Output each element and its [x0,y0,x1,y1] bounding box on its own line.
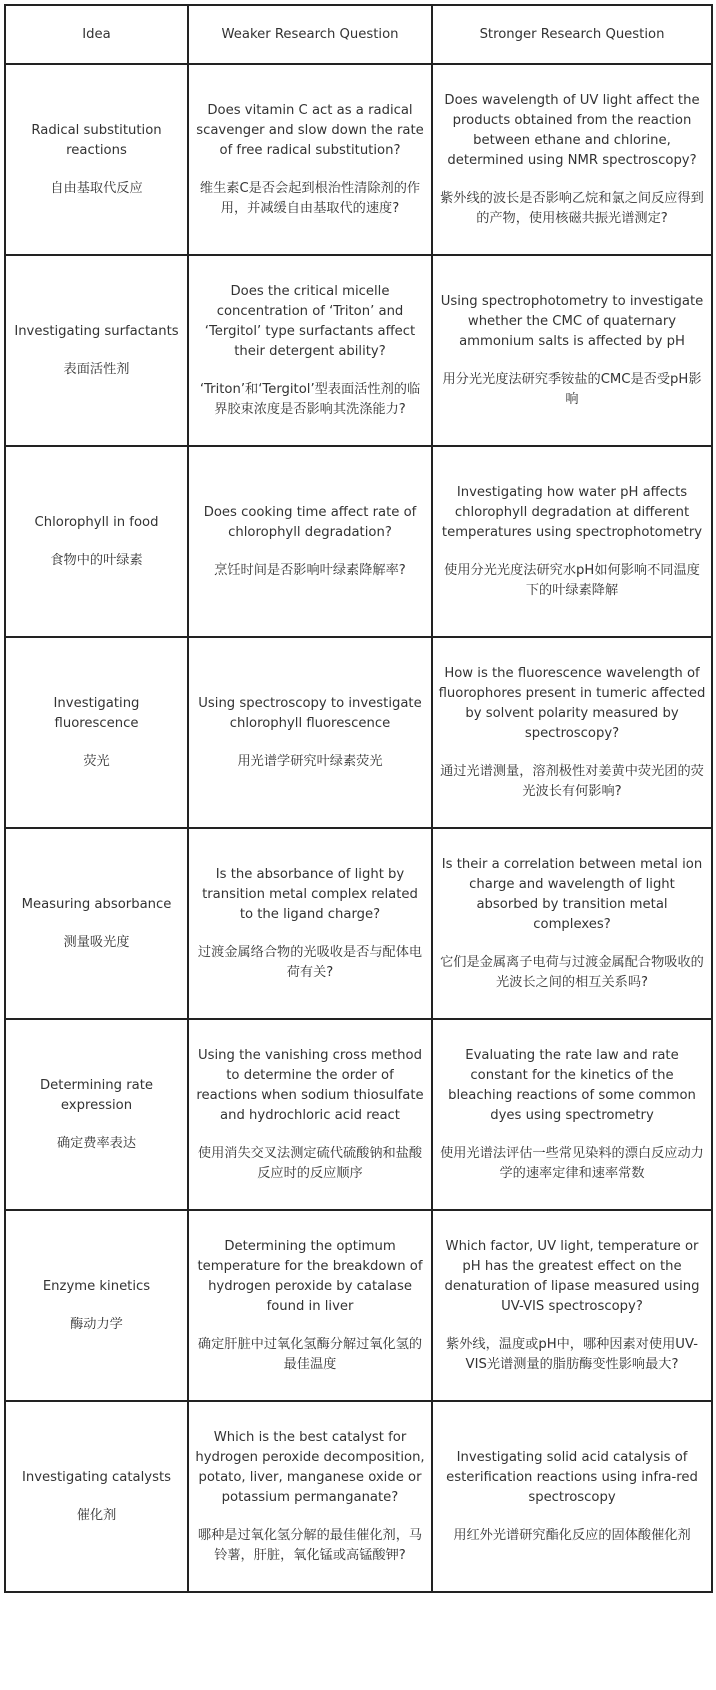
idea-cell [5,637,188,828]
research-questions-document [4,4,713,1593]
weak-en: Does vitamin C act as a radical scavenger and slow down the rate of free radical substitution? [196,102,424,158]
weak-en: Does cooking time affect rate of chlorophyll degradation? [203,504,417,540]
weaker-question-cell [188,1210,432,1401]
idea-en: Determining rate expression [40,1077,153,1113]
weak-zh: ‘Triton’和‘Tergitol’型表面活性剂的临界胶束浓度是否影响其洗涤能力? [199,381,421,417]
weak-zh: 使用消失交叉法测定硫代硫酸钠和盐酸反应时的反应顺序 [197,1145,423,1181]
weaker-question-cell [188,637,432,828]
weaker-question-cell [188,828,432,1019]
stronger-question-cell [432,1210,712,1401]
table-row [5,255,712,446]
stronger-question-cell [432,637,712,828]
table-row [5,1210,712,1401]
idea-zh: 确定费率表达 [56,1135,137,1151]
strong-zh: 它们是金属离子电荷与过渡金属配合物吸收的光波长之间的相互关系吗? [440,954,704,990]
weak-en: Is the absorbance of light by transition metal complex related to the ligand charge? [202,866,418,922]
strong-en: Using spectrophotometry to investigate whether the CMC of quaternary ammonium salts is affected by pH [440,293,704,349]
strong-zh: 紫外线，温度或pH中，哪种因素对使用UV-VIS光谱测量的脂肪酶变性影响最大? [446,1336,698,1372]
weak-zh: 烹饪时间是否影响叶绿素降解率? [214,562,406,578]
table-header-row [5,5,712,64]
table-row [5,637,712,828]
research-questions-table [4,4,713,1593]
strong-en: Which factor, UV light, temperature or pH has the greatest effect on the denaturation of lipase measured using UV-VIS spectroscopy? [444,1238,700,1314]
strong-zh: 使用光谱法评估一些常见染料的漂白反应动力学的速率定律和速率常数 [440,1145,704,1181]
idea-en: Investigating catalysts [21,1469,172,1485]
stronger-question-cell [432,828,712,1019]
strong-zh: 使用分光光度法研究水pH如何影响不同温度下的叶绿素降解 [444,562,700,598]
strong-en: Investigating solid acid catalysis of esterification reactions using infra-red spectroscopy [446,1449,698,1505]
table-row [5,64,712,255]
weak-zh: 维生素C是否会起到根治性清除剂的作用，并减缓自由基取代的速度? [199,180,421,216]
idea-cell [5,446,188,637]
idea-zh: 荧光 [83,753,110,769]
strong-en: How is the fluorescence wavelength of fluorophores present in tumeric affected by solvent polarity measured by spectroscopy? [438,665,706,741]
strong-zh: 紫外线的波长是否影响乙烷和氯之间反应得到的产物，使用核磁共振光谱测定? [440,190,704,226]
weak-en: Using spectroscopy to investigate chlorophyll fluorescence [198,695,422,731]
header-stronger-question: Stronger Research Question [432,5,712,64]
stronger-question-cell [432,1401,712,1592]
table-row [5,1019,712,1210]
weak-en: Using the vanishing cross method to determine the order of reactions when sodium thiosulfate and hydrochloric acid react [196,1047,424,1123]
idea-cell [5,255,188,446]
table-row [5,446,712,637]
stronger-question-cell [432,446,712,637]
weak-en: Determining the optimum temperature for the breakdown of hydrogen peroxide by catalase found in liver [197,1238,423,1314]
weak-en: Which is the best catalyst for hydrogen peroxide decomposition, potato, liver, manganese oxide or potassium permanganate? [195,1429,425,1505]
strong-en: Is their a correlation between metal ion charge and wavelength of light absorbed by transition metal complexes? [441,856,703,932]
idea-en: Measuring absorbance [21,896,172,912]
weak-zh: 哪种是过氧化氢分解的最佳催化剂，马铃薯，肝脏，氧化锰或高锰酸钾? [197,1527,423,1563]
idea-zh: 表面活性剂 [63,361,130,377]
weak-zh: 确定肝脏中过氧化氢酶分解过氧化氢的最佳温度 [197,1336,423,1372]
idea-en: Enzyme kinetics [42,1278,151,1294]
strong-en: Does wavelength of UV light affect the products obtained from the reaction between ethane and chlorine, determined using NMR spectroscopy? [444,92,700,168]
idea-cell [5,828,188,1019]
idea-cell [5,1401,188,1592]
idea-cell [5,64,188,255]
stronger-question-cell [432,64,712,255]
weaker-question-cell [188,64,432,255]
strong-zh: 用分光光度法研究季铵盐的CMC是否受pH影响 [442,371,702,407]
weaker-question-cell [188,1019,432,1210]
stronger-question-cell [432,255,712,446]
strong-en: Investigating how water pH affects chlorophyll degradation at different temperatures using spectrophotometry [441,484,703,540]
header-weaker-question: Weaker Research Question [188,5,432,64]
idea-cell [5,1019,188,1210]
weak-en: Does the critical micelle concentration of ‘Triton’ and ‘Tergitol’ type surfactants affect their detergent ability? [204,283,416,359]
idea-en: Investigating surfactants [14,323,179,339]
table-row [5,828,712,1019]
idea-zh: 测量吸光度 [63,934,130,950]
idea-cell [5,1210,188,1401]
idea-zh: 自由基取代反应 [50,180,143,196]
idea-zh: 食物中的叶绿素 [50,552,143,568]
strong-en: Evaluating the rate law and rate constant for the kinetics of the bleaching reactions of some common dyes using spectrometry [448,1047,696,1123]
weak-zh: 用光谱学研究叶绿素荧光 [237,753,383,769]
idea-en: Radical substitution reactions [31,122,162,158]
stronger-question-cell [432,1019,712,1210]
idea-zh: 酶动力学 [70,1316,123,1332]
strong-zh: 通过光谱测量，溶剂极性对姜黄中荧光团的荧光波长有何影响? [440,763,704,799]
idea-en: Investigating fluorescence [53,695,140,731]
table-row [5,1401,712,1592]
idea-en: Chlorophyll in food [34,514,159,530]
idea-zh: 催化剂 [76,1507,117,1523]
weaker-question-cell [188,255,432,446]
strong-zh: 用红外光谱研究酯化反应的固体酸催化剂 [453,1527,691,1543]
weak-zh: 过渡金属络合物的光吸收是否与配体电荷有关? [197,944,423,980]
weaker-question-cell [188,446,432,637]
weaker-question-cell [188,1401,432,1592]
header-idea: Idea [5,5,188,64]
